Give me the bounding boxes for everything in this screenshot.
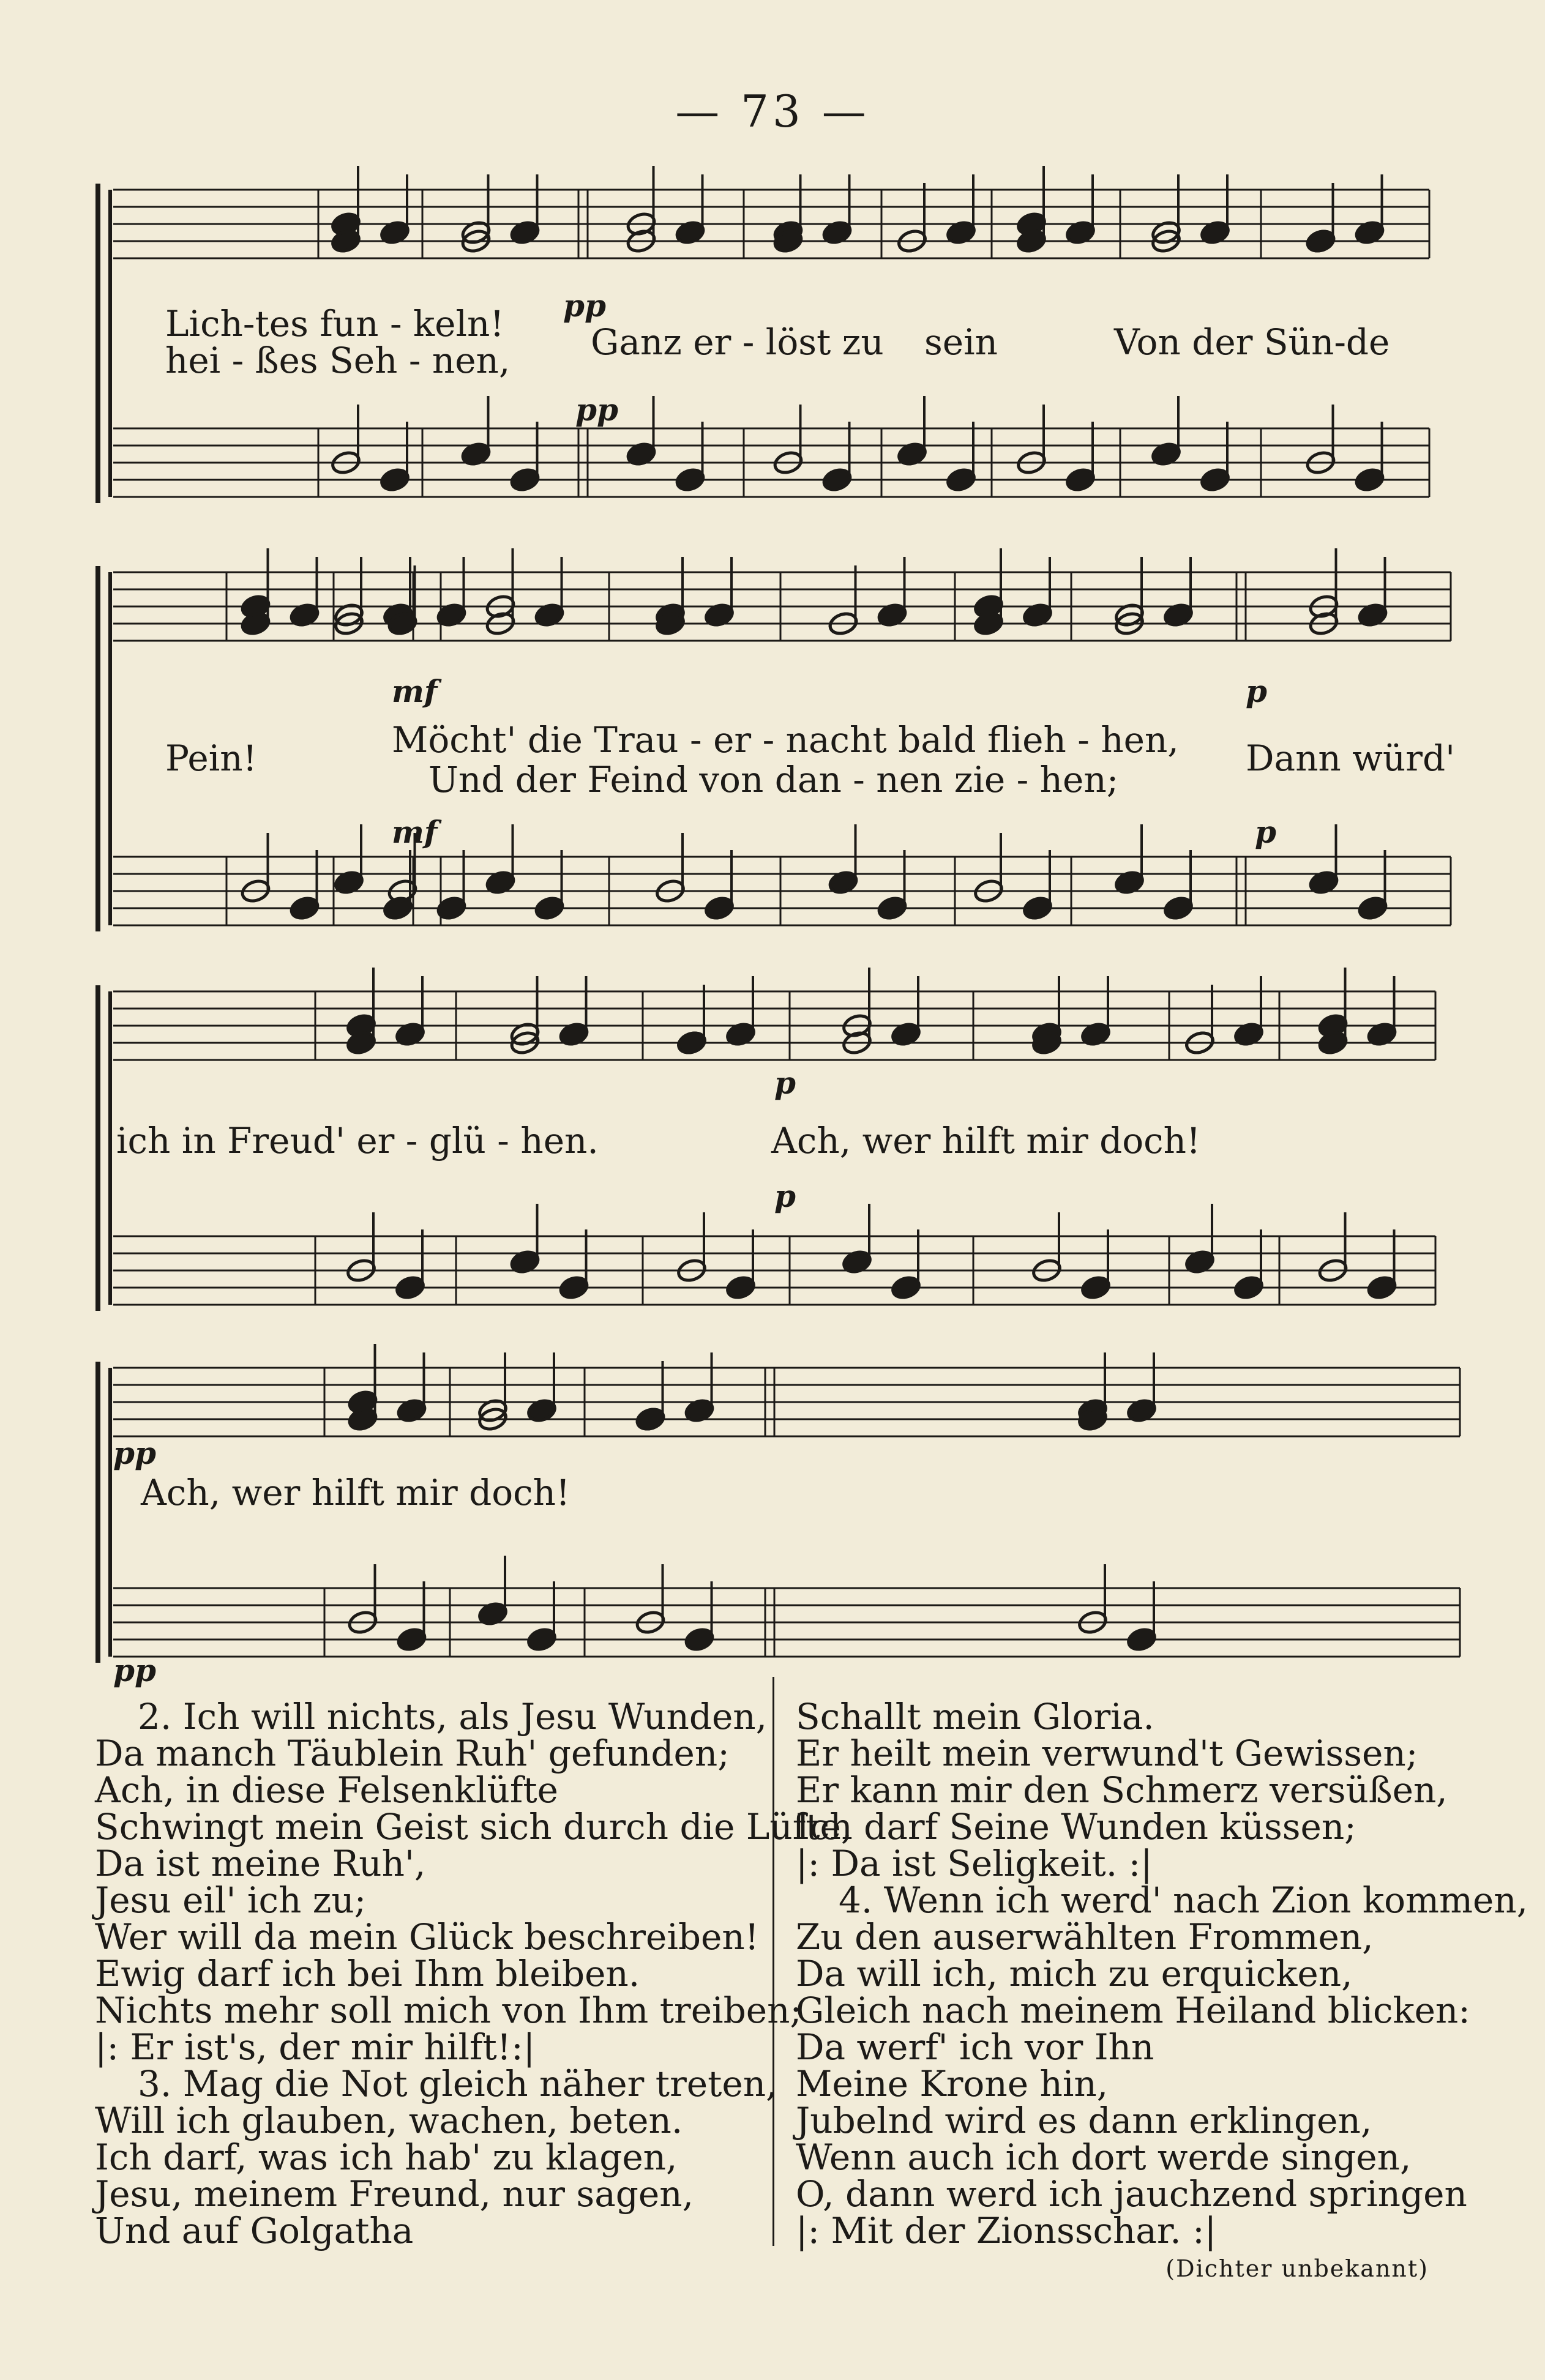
lyric-line: Lich-tes fun - keln!: [165, 303, 504, 345]
verse-line: Nichts mehr soll mich von Ihm treiben;: [95, 1990, 802, 2031]
verse-line: 4. Wenn ich werd' nach Zion kommen,: [839, 1879, 1528, 1921]
verse-line: Schwingt mein Geist sich durch die Lüfte,: [95, 1806, 853, 1848]
verse-line: Ach, in diese Felsenklüfte: [95, 1769, 559, 1811]
dynamic-mark: pp: [563, 288, 606, 324]
dynamic-mark: p: [774, 1178, 796, 1214]
verse-line: Gleich nach meinem Heiland blicken:: [796, 1990, 1470, 2031]
verse-line: Ich darf, was ich hab' zu klagen,: [95, 2136, 678, 2178]
dynamic-mark: mf: [392, 814, 438, 850]
dynamic-mark: mf: [392, 673, 438, 709]
lyric-line: ich in Freud' er - glü - hen.: [116, 1120, 599, 1162]
verse-line: Ich darf Seine Wunden küssen;: [796, 1806, 1356, 1848]
verse-line: 3. Mag die Not gleich näher treten,: [138, 2063, 777, 2105]
dynamic-mark: pp: [575, 392, 618, 428]
verse-line: Er heilt mein verwund't Gewissen;: [796, 1733, 1418, 1774]
verse-line: Jesu, meinem Freund, nur sagen,: [95, 2173, 694, 2215]
verse-line: Wenn auch ich dort werde singen,: [796, 2136, 1412, 2178]
verses-right-column: [796, 1698, 1528, 2249]
verse-line: Zu den auserwählten Frommen,: [796, 1916, 1374, 1958]
lyric-line: Von der Sün-de: [1114, 321, 1390, 363]
dynamic-mark: pp: [113, 1652, 156, 1688]
lyric-line: Pein!: [165, 737, 257, 779]
verse-line: Da manch Täublein Ruh' gefunden;: [95, 1733, 730, 1774]
dynamic-mark: p: [1255, 814, 1276, 850]
verse-line: |: Mit der Zionsschar. :|: [796, 2210, 1217, 2251]
lyric-line: Ganz er - löst zu: [591, 321, 884, 363]
verse-line: Da ist meine Ruh',: [95, 1843, 426, 1884]
verse-line: Ewig darf ich bei Ihm bleiben.: [95, 1953, 640, 1994]
verse-line: Da will ich, mich zu erquicken,: [796, 1953, 1353, 1994]
verse-line: Da werf' ich vor Ihn: [796, 2026, 1154, 2068]
lyric-line: Dann würd': [1246, 737, 1456, 779]
lyric-line: Möcht' die Trau - er - nacht bald flieh - hen,: [392, 719, 1179, 761]
author-credit: (Dichter unbekannt): [1165, 2255, 1429, 2282]
lyric-line: sein: [924, 321, 998, 363]
verse-line: Und auf Golgatha: [95, 2210, 414, 2251]
lyric-line: Ach, wer hilft mir doch!: [771, 1120, 1201, 1162]
verse-line: |: Er ist's, der mir hilft!:|: [95, 2026, 536, 2068]
verse-line: Jubelnd wird es dann erklingen,: [796, 2100, 1372, 2141]
verses-left-column: [95, 1698, 852, 2249]
verse-line: Meine Krone hin,: [796, 2063, 1109, 2105]
verse-line: |: Da ist Seligkeit. :|: [796, 1843, 1153, 1884]
lyric-line: hei - ßes Seh - nen,: [165, 340, 511, 381]
dynamic-mark: p: [1246, 673, 1267, 709]
verse-line: Jesu eil' ich zu;: [95, 1879, 367, 1921]
page-number: — 73 —: [675, 86, 870, 137]
verse-line: Schallt mein Gloria.: [796, 1696, 1154, 1737]
verse-line: 2. Ich will nichts, als Jesu Wunden,: [138, 1696, 768, 1737]
lyric-line: Und der Feind von dan - nen zie - hen;: [428, 759, 1119, 800]
dynamic-mark: pp: [113, 1435, 156, 1471]
verse-line: Wer will da mein Glück beschreiben!: [95, 1916, 759, 1958]
verse-line: Will ich glauben, wachen, beten.: [95, 2100, 683, 2141]
verse-line: O, dann werd ich jauchzend springen: [796, 2173, 1467, 2215]
lyric-line: Ach, wer hilft mir doch!: [141, 1472, 570, 1513]
dynamic-mark: p: [774, 1065, 796, 1101]
verse-line: Er kann mir den Schmerz versüßen,: [796, 1769, 1448, 1811]
